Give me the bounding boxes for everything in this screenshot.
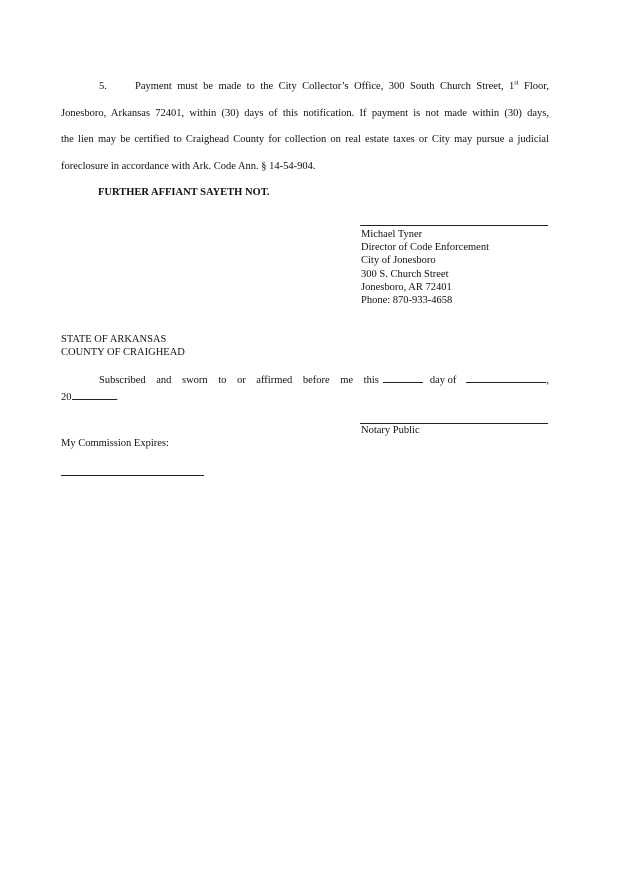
signer-city: Jonesboro, AR 72401 (361, 281, 452, 293)
signature-line (360, 225, 548, 226)
signer-phone: Phone: 870-933-4658 (361, 295, 453, 307)
signer-org: City of Jonesboro (361, 255, 436, 267)
venue-block (61, 333, 185, 359)
jurat-line-1: Subscribed and sworn to or affirmed before me this day of , (61, 372, 549, 389)
signer-name: Michael Tyner (361, 229, 423, 240)
affiant-statement: FURTHER AFFIANT SAYETH NOT. (98, 187, 270, 198)
year-prefix: 20 (61, 391, 72, 403)
notary-signature-line (360, 423, 548, 424)
signer-street: 300 S. Church Street (361, 268, 449, 280)
signer-title: Director of Code Enforcement (361, 242, 489, 254)
jurat-text: Subscribed and sworn to or affirmed before me this (99, 375, 379, 386)
year-blank[interactable] (72, 389, 116, 400)
day-blank[interactable] (383, 372, 423, 383)
paragraph-line-2: Jonesboro, Arkansas 72401, within (30) days of this notification. If payment is not made within (30) days, (61, 107, 549, 119)
paragraph-number: 5. (99, 81, 107, 92)
paragraph-5 (61, 74, 549, 180)
commission-label: My Commission Expires: (61, 438, 169, 449)
paragraph-line-1: 5. Payment must be made to the City Collector’s Office, 300 South Church Street, 1st Floor, (61, 74, 549, 101)
signer-block (361, 228, 489, 307)
commission-expiry-line[interactable] (61, 475, 204, 476)
notary-label: Notary Public (361, 425, 420, 436)
jurat-line-2: 20 . (61, 389, 549, 406)
jurat-day-of: day of (429, 375, 457, 386)
jurat (61, 372, 549, 405)
paragraph-line-3: the lien may be certified to Craighead County for collection on real estate taxes or City may pursue a judicial (61, 134, 549, 145)
paragraph-line-4: foreclosure in accordance with Ark. Code Ann. § 14-54-904. (61, 160, 316, 172)
month-blank[interactable] (466, 372, 546, 383)
venue-state: STATE OF ARKANSAS (61, 334, 167, 345)
venue-county: COUNTY OF CRAIGHEAD (61, 347, 185, 359)
